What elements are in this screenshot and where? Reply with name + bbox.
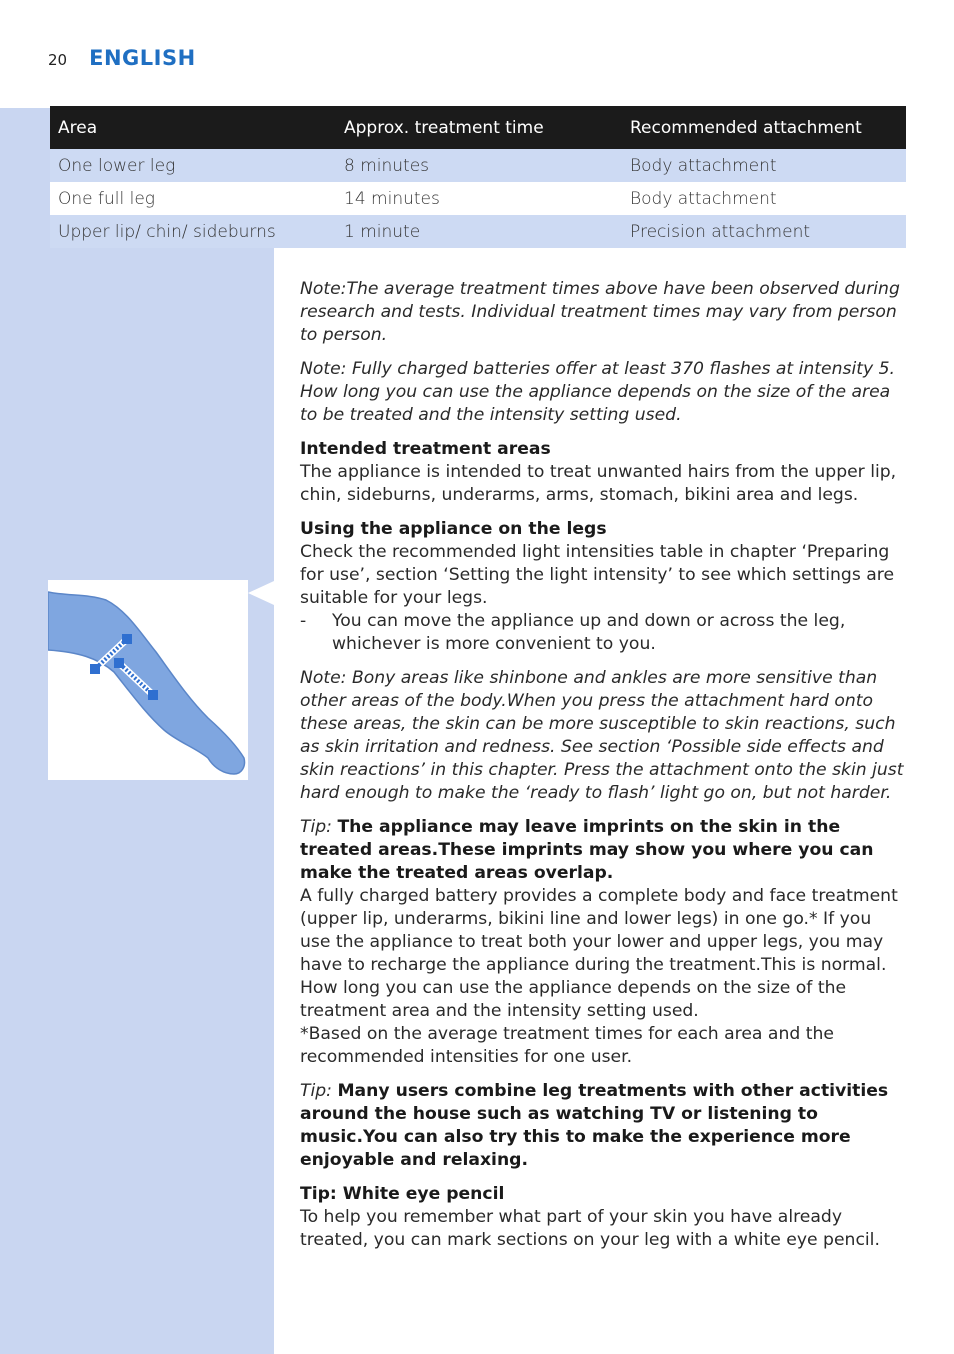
leg-illustration <box>48 580 248 780</box>
main-content <box>300 278 906 1263</box>
section-using-legs <box>300 518 906 610</box>
tip-text: Many users combine leg treatments with other activities around the house such as watching TV or listening to music.You can also try this to make the experience more enjoyable and relaxing. <box>300 1081 889 1170</box>
table-cell: Body attachment <box>622 182 906 215</box>
note-treatment-times: Note:The average treatment times above have been observed during research and tests. Individual treatment times may vary from person to person. <box>300 279 900 345</box>
note-battery-flashes: Note: Fully charged batteries offer at least 370 flashes at intensity 5. How long you can use the appliance depends on the size of the area to be treated and the intensity setting used. <box>300 359 895 425</box>
tip-imprints <box>300 816 906 1069</box>
section-heading: Tip: White eye pencil <box>300 1184 505 1204</box>
table-cell: 14 minutes <box>336 182 622 215</box>
treatment-time-table <box>50 106 906 248</box>
tip-label: Tip: <box>300 1081 332 1101</box>
tip-combine <box>300 1080 906 1172</box>
table-cell: One full leg <box>50 182 336 215</box>
battery-text: A fully charged battery provides a complete body and face treatment (upper lip, underarms, bikini line and lower legs) in one go.* If you use the appliance to treat both your lower and upper legs, you may have to recharge the appliance during the treatment.This is normal. How long you can use the appliance depends on the size of the treatment area and the intensity setting used. <box>300 886 898 1021</box>
tip-label: Tip: <box>300 817 332 837</box>
table-cell: Upper lip/ chin/ sideburns <box>50 215 336 248</box>
illustration-pointer <box>248 581 274 605</box>
bullet-dash: - <box>300 611 307 631</box>
tip-text: The appliance may leave imprints on the skin in the treated areas.These imprints may show you where you can make the treated areas overlap. <box>300 817 874 883</box>
table-cell: Precision attachment <box>622 215 906 248</box>
bullet-text: You can move the appliance up and down or across the leg, whichever is more convenient to you. <box>332 611 846 654</box>
section-heading: Using the appliance on the legs <box>300 519 607 539</box>
section-intended-areas <box>300 438 906 507</box>
table-cell: 1 minute <box>336 215 622 248</box>
footnote-text: *Based on the average treatment times for each area and the recommended intensities for one user. <box>300 1024 834 1067</box>
table-cell: One lower leg <box>50 149 336 182</box>
section-heading: Intended treatment areas <box>300 439 551 459</box>
table-cell: 8 minutes <box>336 149 622 182</box>
list-item <box>300 610 906 656</box>
column-header: Approx. treatment time <box>336 106 622 149</box>
column-header: Area <box>50 106 336 149</box>
section-text: The appliance is intended to treat unwanted hairs from the upper lip, chin, sideburns, underarms, arms, stomach, bikini area and legs. <box>300 462 897 505</box>
table-row <box>50 182 906 215</box>
page-number: 20 <box>48 51 68 69</box>
table-row <box>50 149 906 182</box>
table-row <box>50 215 906 248</box>
note-bony-areas: Note: Bony areas like shinbone and ankles are more sensitive than other areas of the body.When you press the attachment hard onto these areas, the skin can be more susceptible to skin reactions, such as skin irritation and redness. See section ‘Possible side effects and skin reactions’ in this chapter. Press the attachment onto the skin just hard enough to make the ‘ready to flash’ light go on, but not harder. <box>300 668 904 803</box>
table-header-row <box>50 106 906 149</box>
tip-eye-pencil <box>300 1183 906 1252</box>
table-cell: Body attachment <box>622 149 906 182</box>
section-text: To help you remember what part of your skin you have already treated, you can mark sections on your leg with a white eye pencil. <box>300 1207 880 1250</box>
leg-illustration-icon <box>48 580 248 780</box>
page-header <box>48 46 196 70</box>
language-title: ENGLISH <box>89 46 196 70</box>
section-text: Check the recommended light intensities table in chapter ‘Preparing for use’, section ‘Setting the light intensity’ to see which settings are suitable for your legs. <box>300 542 895 608</box>
column-header: Recommended attachment <box>622 106 906 149</box>
